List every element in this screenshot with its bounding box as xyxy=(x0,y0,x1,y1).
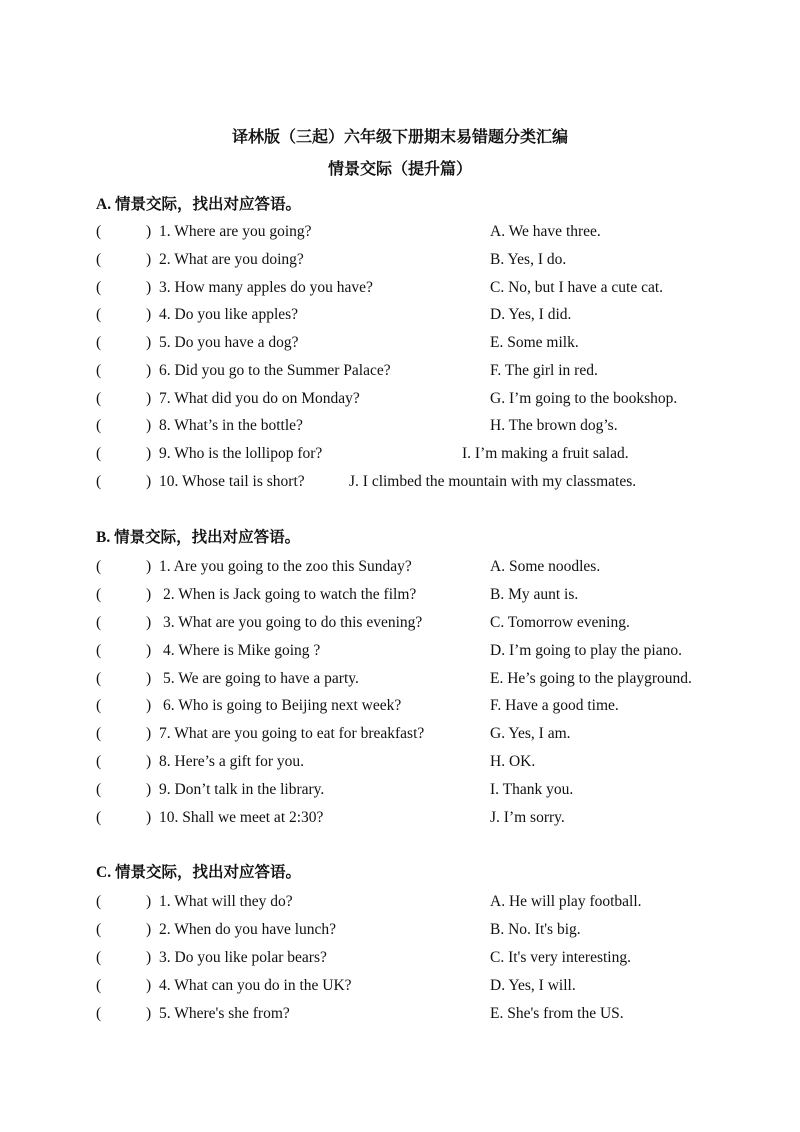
page-title: 译林版（三起）六年级下册期末易错题分类汇编 xyxy=(231,129,568,146)
answer-option: E. She's from the US. xyxy=(490,1005,624,1022)
answer-option: E. Some milk. xyxy=(490,334,579,352)
answer-blank-open: ( xyxy=(96,949,102,966)
answer-option: A. He will play football. xyxy=(490,893,642,910)
answer-blank-close: ) xyxy=(146,613,152,631)
answer-option: C. It's very interesting. xyxy=(490,949,631,966)
section-c-heading: C. 情景交际，找出对应答语。 xyxy=(96,864,301,881)
question-text: 9. Who is the lollipop for? xyxy=(159,445,323,463)
question-row xyxy=(0,468,800,496)
answer-blank-open: ( xyxy=(96,977,102,994)
answer-blank-close: ) xyxy=(146,753,152,771)
question-text: 3. How many apples do you have? xyxy=(159,278,373,296)
answer-option: H. The brown dog’s. xyxy=(490,417,618,435)
answer-blank-open: ( xyxy=(96,697,102,715)
question-text: 7. What are you going to eat for breakfast? xyxy=(159,725,425,743)
answer-option: F. Have a good time. xyxy=(490,697,619,715)
question-text: 6. Who is going to Beijing next week? xyxy=(163,697,402,715)
question-row xyxy=(0,665,800,693)
answer-blank-close: ) xyxy=(146,781,152,799)
question-text: 1. Where are you going? xyxy=(159,223,312,240)
answer-blank-close: ) xyxy=(146,669,152,687)
section-b-questions xyxy=(0,553,800,832)
answer-blank-open: ( xyxy=(96,893,102,910)
answer-blank-open: ( xyxy=(96,753,102,771)
question-text: 3. Do you like polar bears? xyxy=(159,949,327,966)
question-row xyxy=(0,916,800,944)
answer-blank-open: ( xyxy=(96,641,102,659)
question-row xyxy=(0,357,800,385)
answer-option: D. Yes, I will. xyxy=(490,977,576,994)
question-text: 9. Don’t talk in the library. xyxy=(159,781,325,799)
answer-blank-close: ) xyxy=(146,809,152,827)
answer-blank-open: ( xyxy=(96,417,102,435)
question-row xyxy=(0,944,800,972)
answer-blank-close: ) xyxy=(146,893,152,910)
answer-option: B. My aunt is. xyxy=(490,585,579,603)
answer-blank-open: ( xyxy=(96,334,102,352)
question-text: 2. What are you doing? xyxy=(159,250,304,268)
answer-option: G. Yes, I am. xyxy=(490,725,571,743)
answer-blank-open: ( xyxy=(96,445,102,463)
question-row xyxy=(0,553,800,581)
question-text: 2. When do you have lunch? xyxy=(159,921,337,938)
answer-option: F. The girl in red. xyxy=(490,361,598,379)
answer-blank-close: ) xyxy=(146,921,152,938)
question-text: 10. Shall we meet at 2:30? xyxy=(159,809,324,827)
answer-blank-open: ( xyxy=(96,558,102,575)
page-subtitle: 情景交际（提升篇） xyxy=(327,161,472,178)
question-row xyxy=(0,776,800,804)
answer-blank-open: ( xyxy=(96,306,102,324)
answer-blank-close: ) xyxy=(146,334,152,352)
answer-blank-open: ( xyxy=(96,669,102,687)
section-a-heading: A. 情景交际，找出对应答语。 xyxy=(96,196,301,213)
question-row xyxy=(0,609,800,637)
question-text: 8. Here’s a gift for you. xyxy=(159,753,305,771)
answer-blank-open: ( xyxy=(96,278,102,296)
question-row xyxy=(0,385,800,413)
question-text: 1. Are you going to the zoo this Sunday? xyxy=(159,558,412,575)
answer-option: J. I’m sorry. xyxy=(490,809,565,827)
question-text: 6. Did you go to the Summer Palace? xyxy=(159,361,391,379)
answer-blank-open: ( xyxy=(96,725,102,743)
answer-option: D. Yes, I did. xyxy=(490,306,572,324)
answer-option: C. No, but I have a cute cat. xyxy=(490,278,664,296)
answer-blank-close: ) xyxy=(146,250,152,268)
question-text: 5. We are going to have a party. xyxy=(163,669,359,687)
answer-blank-close: ) xyxy=(146,697,152,715)
question-text: 10. Whose tail is short? xyxy=(159,472,305,490)
answer-option: G. I’m going to the bookshop. xyxy=(490,389,678,407)
answer-blank-close: ) xyxy=(146,223,152,240)
question-row xyxy=(0,637,800,665)
answer-option: J. I climbed the mountain with my classmates. xyxy=(349,472,637,490)
answer-blank-open: ( xyxy=(96,472,102,490)
answer-blank-open: ( xyxy=(96,781,102,799)
question-text: 5. Where's she from? xyxy=(159,1005,290,1022)
answer-blank-close: ) xyxy=(146,585,152,603)
question-text: 2. When is Jack going to watch the film? xyxy=(163,585,417,603)
question-row xyxy=(0,246,800,274)
answer-blank-close: ) xyxy=(146,725,152,743)
answer-option: I. Thank you. xyxy=(490,781,574,799)
answer-blank-close: ) xyxy=(146,417,152,435)
answer-blank-close: ) xyxy=(146,558,152,575)
answer-blank-open: ( xyxy=(96,1005,102,1022)
answer-blank-close: ) xyxy=(146,472,152,490)
question-text: 3. What are you going to do this evening? xyxy=(163,613,423,631)
question-row xyxy=(0,720,800,748)
answer-blank-open: ( xyxy=(96,389,102,407)
answer-option: A. We have three. xyxy=(490,223,601,240)
answer-blank-close: ) xyxy=(146,278,152,296)
answer-option: H. OK. xyxy=(490,753,536,771)
answer-option: C. Tomorrow evening. xyxy=(490,613,630,631)
question-row xyxy=(0,1000,800,1028)
answer-blank-open: ( xyxy=(96,613,102,631)
answer-option: A. Some noodles. xyxy=(490,558,601,575)
question-text: 5. Do you have a dog? xyxy=(159,334,299,352)
question-row xyxy=(0,804,800,832)
question-text: 4. Do you like apples? xyxy=(159,306,299,324)
answer-blank-close: ) xyxy=(146,361,152,379)
section-c-questions xyxy=(0,888,800,1028)
question-row xyxy=(0,692,800,720)
question-row xyxy=(0,972,800,1000)
answer-blank-close: ) xyxy=(146,306,152,324)
answer-option: I. I’m making a fruit salad. xyxy=(462,445,629,463)
answer-option: E. He’s going to the playground. xyxy=(490,669,692,687)
answer-blank-open: ( xyxy=(96,223,102,240)
answer-blank-close: ) xyxy=(146,389,152,407)
answer-blank-close: ) xyxy=(146,1005,152,1022)
answer-blank-open: ( xyxy=(96,585,102,603)
question-row xyxy=(0,581,800,609)
question-row xyxy=(0,301,800,329)
question-text: 8. What’s in the bottle? xyxy=(159,417,303,435)
answer-option: B. Yes, I do. xyxy=(490,250,567,268)
answer-blank-open: ( xyxy=(96,250,102,268)
section-a-questions xyxy=(0,218,800,496)
question-row xyxy=(0,218,800,246)
question-text: 7. What did you do on Monday? xyxy=(159,389,360,407)
question-row xyxy=(0,329,800,357)
answer-blank-close: ) xyxy=(146,977,152,994)
question-row xyxy=(0,274,800,302)
question-text: 1. What will they do? xyxy=(159,893,293,910)
question-row xyxy=(0,412,800,440)
answer-option: D. I’m going to play the piano. xyxy=(490,641,682,659)
answer-blank-close: ) xyxy=(146,949,152,966)
section-b-heading: B. 情景交际，找出对应答语。 xyxy=(96,529,301,546)
question-text: 4. Where is Mike going ? xyxy=(163,641,321,659)
question-row xyxy=(0,440,800,468)
answer-blank-open: ( xyxy=(96,921,102,938)
question-text: 4. What can you do in the UK? xyxy=(159,977,352,994)
answer-blank-close: ) xyxy=(146,641,152,659)
answer-blank-open: ( xyxy=(96,809,102,827)
answer-blank-open: ( xyxy=(96,361,102,379)
question-row xyxy=(0,888,800,916)
question-row xyxy=(0,748,800,776)
answer-blank-close: ) xyxy=(146,445,152,463)
answer-option: B. No. It's big. xyxy=(490,921,581,938)
